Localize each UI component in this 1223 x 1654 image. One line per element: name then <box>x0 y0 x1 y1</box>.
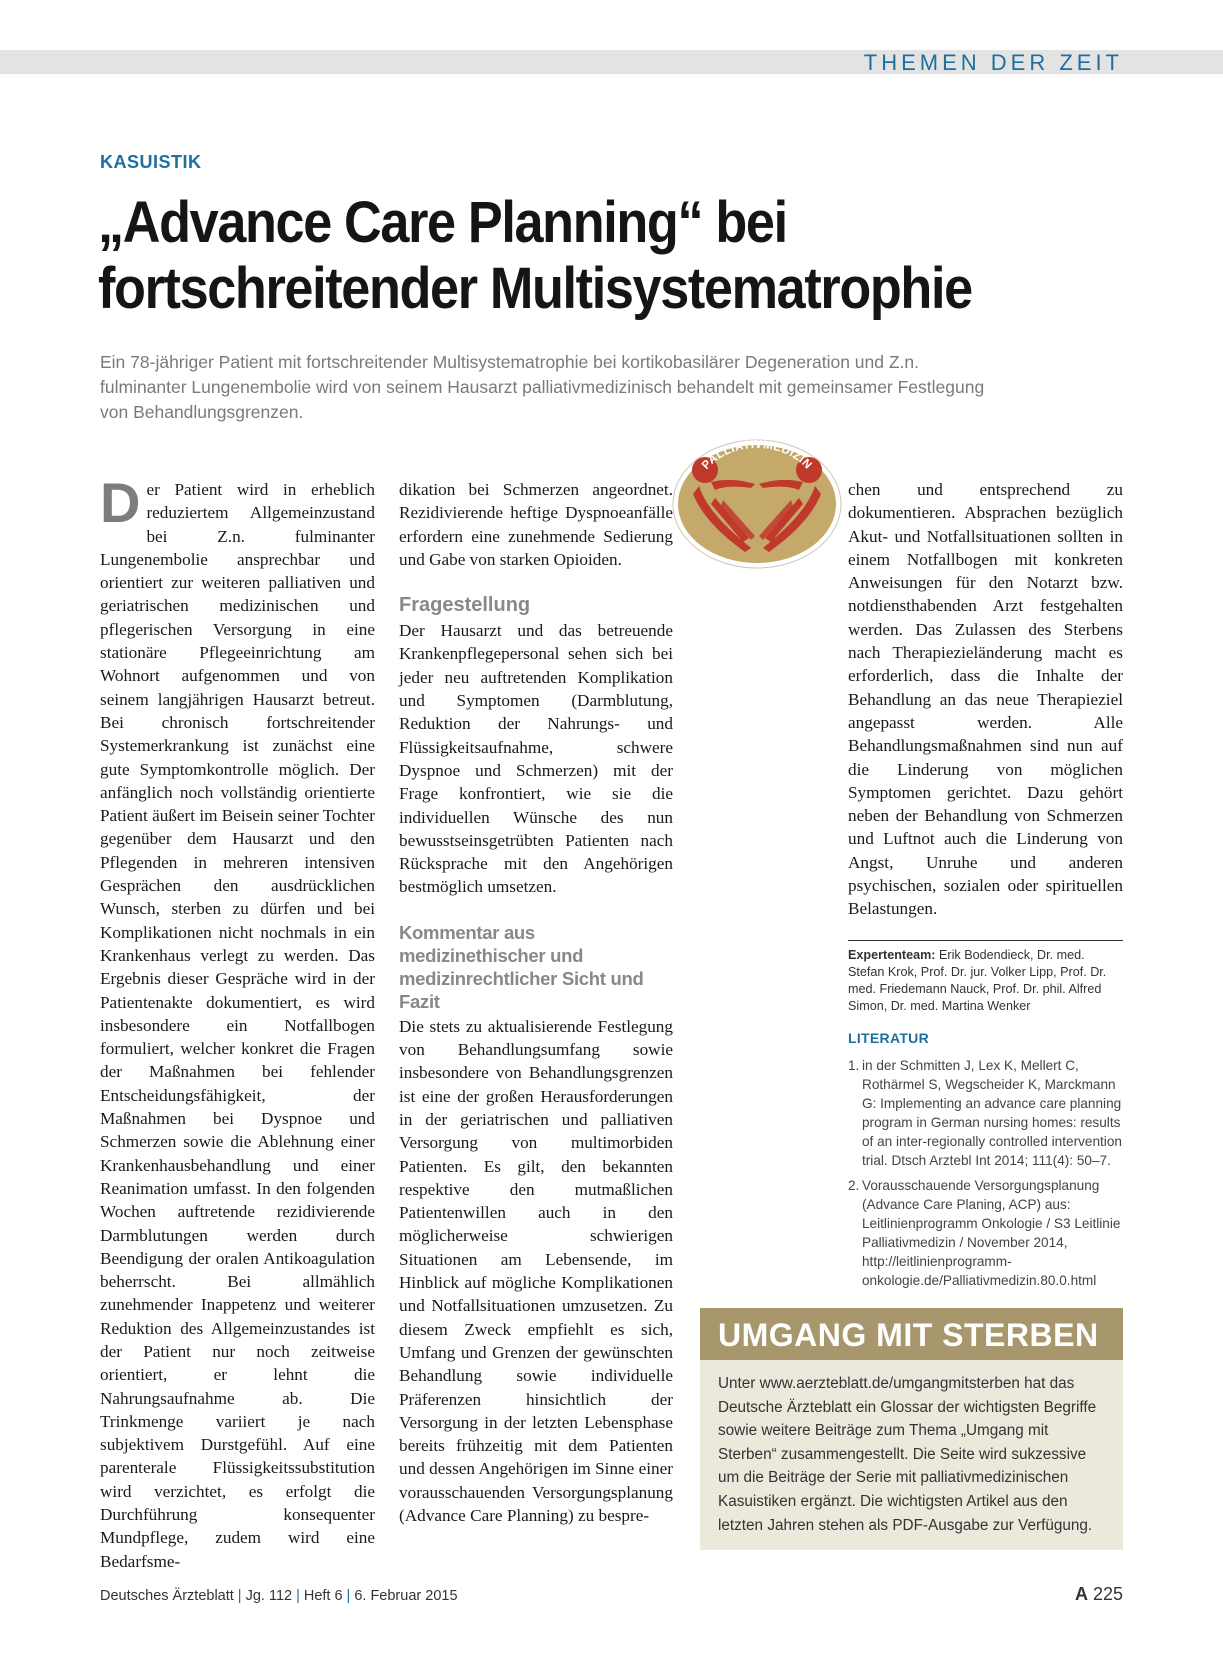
subheading-fragestellung: Fragestellung <box>399 594 531 617</box>
text-column-3 <box>848 478 1123 921</box>
title-line-1: „Advance Care Planning“ bei <box>98 190 787 255</box>
expert-team-label: Expertenteam: <box>848 948 936 962</box>
article-title <box>98 190 1025 322</box>
page-prefix: A <box>1074 1584 1088 1604</box>
palliativmedizin-logo <box>671 438 843 570</box>
journal-issue: Heft 6 <box>303 1588 343 1604</box>
paragraph: Die stets zu aktualisierende Festlegung von Behandlungsumfang sowie insbesondere von Behandlungsgrenzen ist eine der großen Herausforderungen in der geriatrischen und palliativen Versorgung von multimorbiden Patienten. Es gilt, den bekannten respektive den mutmaßlichen Patientenwillen auch in den möglicherweise schwierigen Situationen am Lebensende, im Hinblick auf mögliche Komplikationen und Notfallsituationen umzusetzen. Zu diesem Zweck empfiehlt es sich, Umfang und Grenzen der gewünschten Behandlung sowie individuelle Präferenzen hinsichtlich der Versorgung in der letzten Lebensphase bereits frühzeitig mit dem Patienten und dessen Angehörigen im Sinne einer vorausschauenden Versorgungsplanung (Advance Care Planning) zu bespre- <box>399 1016 673 1525</box>
footer-citation: Deutsches Ärzteblatt | Jg. 112 | Heft 6 | 6. Februar 2015 <box>100 1588 458 1604</box>
info-box-body: Unter www.aerzteblatt.de/umgangmitsterben hat das Deutsche Ärzteblatt ein Glossar der wichtigsten Begriffe sowie weitere Beiträge zum Thema „Umgang mit Sterben“ zusammengestellt. Die Seite wird sukzessive um die Beiträge der Serie mit palliativmedizinischen Kasuistiken ergänzt. Die wichtigsten Artikel aus den letzten Jahren stehen als PDF-Ausgabe zur Verfügung. <box>718 1375 1097 1534</box>
literature-number: 1. <box>848 1058 860 1073</box>
literature-item <box>848 1176 1123 1290</box>
info-box-title: UMGANG MIT STERBEN <box>700 1308 1123 1360</box>
paragraph: dikation bei Schmerzen angeordnet. Rezidivierende heftige Dyspnoeanfälle erfordern eine zunehmende Sedierung und Gabe von starken Opioiden. <box>399 480 673 569</box>
logo-label: PALLIATIVMEDIZIN <box>700 438 814 472</box>
literature-heading: LITERATUR <box>848 1030 929 1046</box>
journal-volume: Jg. 112 <box>245 1588 293 1604</box>
text-column-2 <box>399 478 673 1527</box>
text-column-1 <box>100 471 375 1573</box>
literature-number: 2. <box>848 1178 860 1193</box>
expert-team <box>848 940 1123 1015</box>
paragraph: Der Hausarzt und das betreuende Krankenpflegepersonal sehen sich bei jeder neu auftretenden Komplikation und Symptomen (Darmblutung, Reduktion der Nahrungs- und Flüssigkeitsaufnahme, schwere Dyspnoe und Schmerzen) mit der Frage konfrontiert, wie sie die individuellen Wünsche des nun bewusstseinsgetrübten Patienten nach Rücksprache mit den Angehörigen bestmöglich umsetzen. <box>399 621 673 897</box>
info-box <box>700 1308 1123 1550</box>
journal-name: Deutsches Ärzteblatt <box>100 1588 234 1604</box>
subheading-kommentar: Kommentar aus medizinethischer und medizinrechtlicher Sicht und Fazit <box>399 921 644 1012</box>
article-lead: Ein 78-jähriger Patient mit fortschreitender Multisystematrophie bei kortikobasilärer Degeneration und Z.n. fulminanter Lungenembolie wird von seinem Hausarzt palliativmedizinisch behandelt mit gemeinsamer Festlegung von Behandlungsgrenzen. <box>100 352 985 422</box>
expert-team-names: Erik Bodendieck, Dr. med. Stefan Krok, Prof. Dr. jur. Volker Lipp, Prof. Dr. med. Friedemann Nauck, Prof. Dr. phil. Alfred Simon, Dr. med. Martina Wenker <box>848 948 1107 1013</box>
literature-item <box>848 1056 1123 1170</box>
paragraph: chen und entsprechend zu dokumentieren. Absprachen bezüglich Akut- und Notfallsituationen sollten in einem Notfallbogen mit konkreten Anweisungen für den Notarzt bzw. notdiensthabenden Arzt festgehalten werden. Das Zulassen des Sterbens nach Therapiezieländerung macht es erforderlich, dass die Inhalte der Behandlung an das neue Therapieziel angepasst werden. Alle Behandlungsmaßnahmen sind nun auf die Linderung von möglichen Symptomen gerichtet. Dazu gehört neben der Behandlung von Schmerzen und Luftnot auch die Linderung von Angst, Unruhe und anderen psychischen, sozialen oder spirituellen Belastungen. <box>848 480 1123 919</box>
literature-list <box>848 1056 1123 1296</box>
title-line-2: fortschreitender Multisystematrophie <box>98 256 972 321</box>
section-label: THEMEN DER ZEIT <box>863 50 1123 75</box>
literature-text: in der Schmitten J, Lex K, Mellert C, Rothärmel S, Wegscheider K, Marckmann G: Implementing an advance care planning program in German nursing homes: results of an inter-regionally controlled intervention trial. Dtsch Arztebl Int 2014; 111(4): 50–7. <box>862 1058 1122 1168</box>
literature-text: Vorausschauende Versorgungsplanung (Advance Care Planing, ACP) aus: Leitlinienprogramm Onkologie / S3 Leitlinie Palliativmedizin / November 2014, http://leitlinienprogramm-onkologie.de/Palliativmedizin.80.0.html <box>862 1178 1121 1288</box>
page-number <box>1075 1584 1123 1605</box>
journal-date: 6. Februar 2015 <box>354 1588 458 1604</box>
drop-cap: D <box>100 471 141 534</box>
page-number-value: 225 <box>1092 1584 1123 1604</box>
article-kicker: KASUISTIK <box>100 152 202 172</box>
paragraph: er Patient wird in erheblich reduziertem Allgemeinzustand bei Z.n. fulminanter Lungenembolie ansprechbar und orientiert zur weiteren palliativen und geriatrischen medizinischen und pflegerischen Versorgung in eine stationäre Pflegeeinrichtung am Wohnort aufgenommen und von seinem langjährigen Hausarzt betreut. Bei chronisch fortschreitender Systemerkrankung ist zunächst eine gute Symptomkontrolle möglich. Der anfänglich noch vollständig orientierte Patient äußert im Beisein seiner Tochter gegenüber dem Hausarzt und den Pflegenden in mehreren intensiven Gesprächen den ausdrücklichen Wunsch, sterben zu dürfen und bei Komplikationen nicht nochmals in ein Krankenhaus verlegt zu werden. Das Ergebnis dieser Gespräche wird in der Patientenakte dokumentiert, es wird insbesondere ein Notfallbogen formuliert, welcher konkret die Fragen der Maßnahmen bei fehlender Entscheidungsfähigkeit, der Maßnahmen bei Dyspnoe und Schmerzen sowie die Ablehnung einer Krankenhausbehandlung und einer Reanimation umfasst. In den folgenden Wochen auftretende rezidivierende Darmblutungen werden durch Beendigung der oralen Antikoagulation beherrscht. Bei allmählich zunehmender Inappetenz und weiterer Reduktion des Allgemeinzustandes ist der Patient nur noch zeitweise orientiert, er lehnt die Nahrungsaufnahme ab. Die Trinkmenge variiert je nach subjektivem Durstgefühl. Auf eine parenterale Flüssigkeitssubstitution wird verzichtet, es erfolgt die Durchführung konsequenter Mundpflege, zudem wird eine Bedarfsme- <box>100 480 375 1571</box>
